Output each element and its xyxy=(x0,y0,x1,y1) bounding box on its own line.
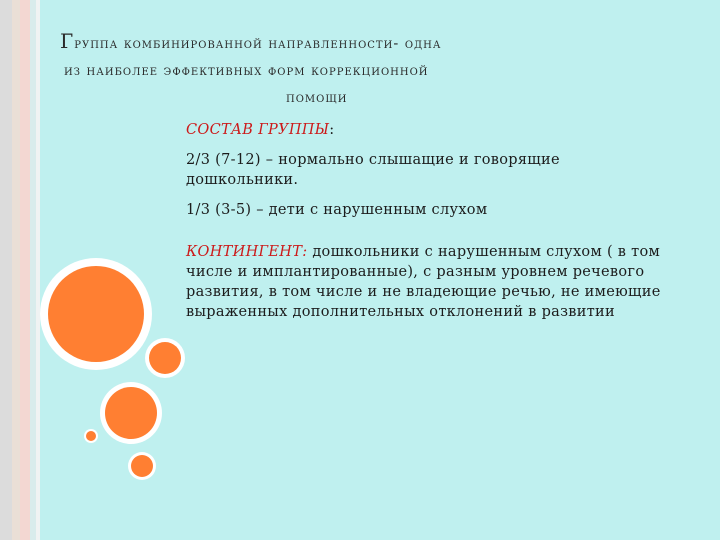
title-line-3: помощи xyxy=(286,90,348,106)
decor-stripe xyxy=(0,0,12,540)
slide-title xyxy=(56,28,656,112)
title-line-2: из наиболее эффективных форм коррекционной xyxy=(64,63,429,79)
composition-item-2: 1/3 (3-5) – дети с нарушенным слухом xyxy=(186,202,488,218)
decor-circle-medium xyxy=(149,342,181,374)
composition-heading xyxy=(186,120,666,140)
decor-circle-small xyxy=(131,455,153,477)
slide-content xyxy=(186,120,666,332)
title-line-1-text: руппа комбинированной направленности- одна xyxy=(74,36,442,52)
decor-circle-large xyxy=(48,266,144,362)
composition-label: СОСТАВ ГРУППЫ xyxy=(186,122,330,138)
title-initial: Г xyxy=(60,29,75,53)
decor-stripe xyxy=(20,0,30,540)
decor-stripe xyxy=(12,0,20,540)
decor-circle-small xyxy=(86,431,96,441)
composition-item-1: 2/3 (7-12) – нормально слышащие и говорящие дошкольники. xyxy=(186,152,560,188)
decor-circle-medium xyxy=(105,387,157,439)
composition-colon: : xyxy=(329,122,335,138)
contingent-text: дошкольники с нарушенным слухом ( в том числе и имплантированные), с разным уровнем речевого развития, в том числе и не владеющие речью, не имеющие выраженных дополнительных отклонений в развитии xyxy=(186,244,661,320)
contingent-paragraph xyxy=(186,242,666,322)
contingent-label: КОНТИНГЕНТ: xyxy=(186,244,308,260)
title-line-1 xyxy=(56,28,656,58)
decor-stripe xyxy=(36,0,40,540)
